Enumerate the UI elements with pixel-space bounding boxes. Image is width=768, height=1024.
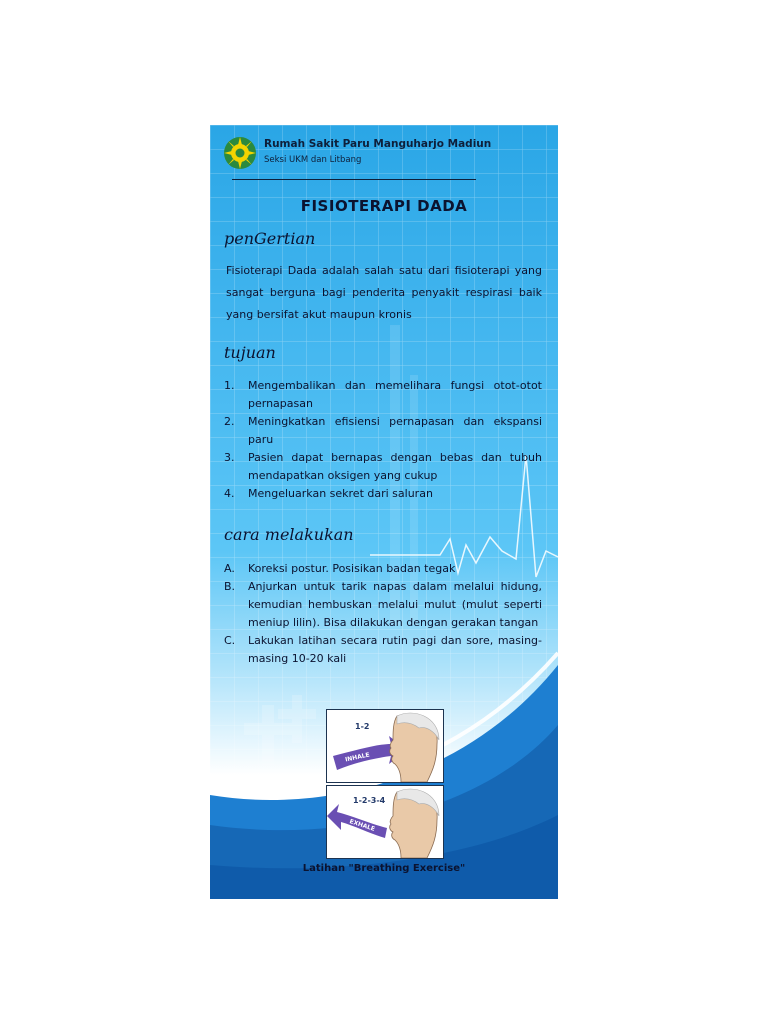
inhale-illustration [326,709,444,783]
exhale-count: 1-2-3-4 [353,796,386,805]
list-marker: B. [224,580,236,593]
list-item [224,560,542,578]
section-heading-pengertian: penGertian [224,229,316,248]
pengertian-text: Fisioterapi Dada adalah salah satu dari fisioterapi yang sangat berguna bagi penderita penyakit respirasi baik yang bersifat akut maupun kronis [226,264,542,321]
list-item [224,485,542,503]
list-marker: 4. [224,487,235,500]
list-item-text: Koreksi postur. Posisikan badan tegak [248,562,456,575]
list-item [224,413,542,449]
list-marker: C. [224,634,236,647]
list-item [224,632,542,668]
list-item-text: Anjurkan untuk tarik napas dalam melalui hidung, kemudian hembuskan melalui mulut (mulut seperti meniup lilin). Bisa dilakukan dengan gerakan tangan [248,580,542,629]
department-name: Seksi UKM dan Litbang [264,155,362,165]
list-item [224,449,542,485]
list-marker: 3. [224,451,235,464]
list-marker: A. [224,562,235,575]
list-item [224,578,542,632]
inhale-figure-icon [327,710,443,782]
inhale-count: 1-2 [355,722,370,731]
exhale-illustration [326,785,444,859]
tujuan-list [224,377,542,503]
list-item-text: Lakukan latihan secara rutin pagi dan sore, masing-masing 10-20 kali [248,634,542,665]
exhale-label: EXHALE [348,818,376,833]
header [222,133,542,181]
list-marker: 1. [224,379,235,392]
hospital-name: Rumah Sakit Paru Manguharjo Madiun [264,138,492,150]
section-heading-cara: cara melakukan [224,525,354,544]
hospital-logo-icon [222,135,258,171]
section-heading-tujuan: tujuan [224,343,276,362]
list-item [224,377,542,413]
list-item-text: Mengeluarkan sekret dari saluran [248,487,433,500]
cara-list [224,560,542,668]
list-item-text: Pasien dapat bernapas dengan bebas dan tubuh mendapatkan oksigen yang cukup [248,451,542,482]
figure-caption: Latihan "Breathing Exercise" [302,863,466,874]
list-marker: 2. [224,415,235,428]
header-divider [232,179,476,180]
leaflet [210,125,558,899]
leaflet-title: FISIOTERAPI DADA [300,197,468,215]
inhale-label: INHALE [344,751,371,764]
list-item-text: Mengembalikan dan memelihara fungsi otot-otot pernapasan [248,379,542,410]
list-item-text: Meningkatkan efisiensi pernapasan dan ekspansi paru [248,415,542,446]
